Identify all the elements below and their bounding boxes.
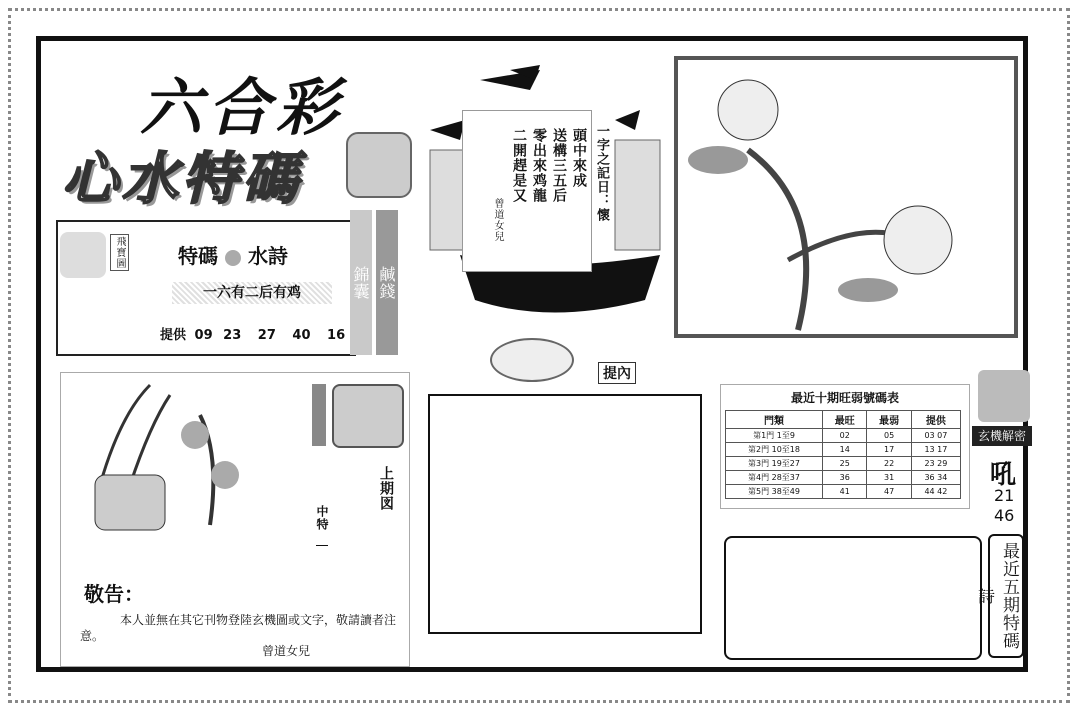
ship-poem [570,128,588,243]
vertical-tag-2: 鹹錢 [376,210,398,355]
cell: 03 07 [911,429,960,443]
right-num-1: 21 [994,486,1015,505]
ship-side-note: 一字之記日：懷 [594,124,609,222]
flower-illustration [674,56,1018,338]
cell: 47 [867,485,911,499]
brand-tag: 飛寶圖 [110,234,129,271]
cell: 22 [867,457,911,471]
poem-heading [178,240,288,269]
provide-number: 23 [223,328,242,343]
table-header-row [726,411,961,429]
cell: 31 [867,471,911,485]
table-row [726,457,961,471]
table-row [726,443,961,457]
vertical-tag-1: 錦囊 [350,210,372,355]
ship-poem [510,128,528,243]
table-row [726,429,961,443]
column-header: 門類 [726,411,823,429]
poem-column: 零出來鸡龍 [531,128,547,203]
rat-icon [490,338,574,382]
column-header: 提供 [911,411,960,429]
stats-title: 最近十期旺弱號碼表 [790,391,899,405]
cell: 17 [867,443,911,457]
hit-mark [316,545,328,546]
heart-icon [225,250,241,266]
column-header: 最弱 [867,411,911,429]
last-period-hit: 中特 [315,505,329,531]
warning-signature: 曾道女兒 [262,644,311,658]
provide-row [160,324,372,343]
poem-column: 送構三五后 [551,128,567,203]
poem-heading-right: 水詩 [247,244,288,268]
poem-column: 頭中來成 [571,128,587,188]
fish-icon [60,232,106,278]
provide-number: 40 [292,328,311,343]
warning-body: 本人並無在其它刊物登陸玄機圖或文字，敬請讀者注意。 [80,613,397,643]
stats-panel [720,384,970,509]
cell: 第4門 28至37 [726,471,823,485]
bird-icon [332,384,404,448]
cell: 05 [867,429,911,443]
cell: 41 [823,485,867,499]
cell: 25 [823,457,867,471]
cell: 36 [823,471,867,485]
vertical-bar [312,384,326,446]
cell: 23 29 [911,457,960,471]
right-num-2: 46 [994,506,1015,525]
poem-column: 二開趕是又 [511,128,527,203]
cell: 第2門 10至18 [726,443,823,457]
right-vertical-title: 最近五期特碼詩 [988,534,1024,658]
plant-illustration [80,375,280,535]
provide-number: 27 [257,328,276,343]
table-row [726,485,961,499]
ship-author: 曾道女兒 [492,198,503,242]
cell: 44 42 [911,485,960,499]
ship-poem [530,128,548,243]
cell: 第1門 1至9 [726,429,823,443]
warning-title: 敬告： [84,582,144,606]
mid-label: 提內 [598,362,636,384]
empty-rounded-box [724,536,982,660]
cell: 13 17 [911,443,960,457]
provide-number: 16 [327,328,346,343]
answer-box [428,394,702,634]
ship-poem [550,128,568,243]
table-row [726,471,961,485]
last-period-label: 上期図 [378,466,394,511]
column-header: 最旺 [823,411,867,429]
poem-hint: 一六有二后有鸡 [172,282,332,304]
page-title: 六合彩 [140,71,345,144]
poem-heading-left: 特碼 [178,244,218,268]
right-char: 吼 [990,460,1017,490]
stats-table [725,410,961,499]
right-emblem [978,370,1030,422]
cell: 第5門 38至49 [726,485,823,499]
page-subtitle: 心水特碼 [62,147,302,212]
cell: 14 [823,443,867,457]
cell: 36 34 [911,471,960,485]
cell: 第3門 19至27 [726,457,823,471]
cell: 02 [823,429,867,443]
provide-number: 09 [194,328,213,343]
lock-emblem [346,132,412,198]
provide-label: 提供 [160,328,187,343]
right-banner: 玄機解密 [972,426,1032,446]
